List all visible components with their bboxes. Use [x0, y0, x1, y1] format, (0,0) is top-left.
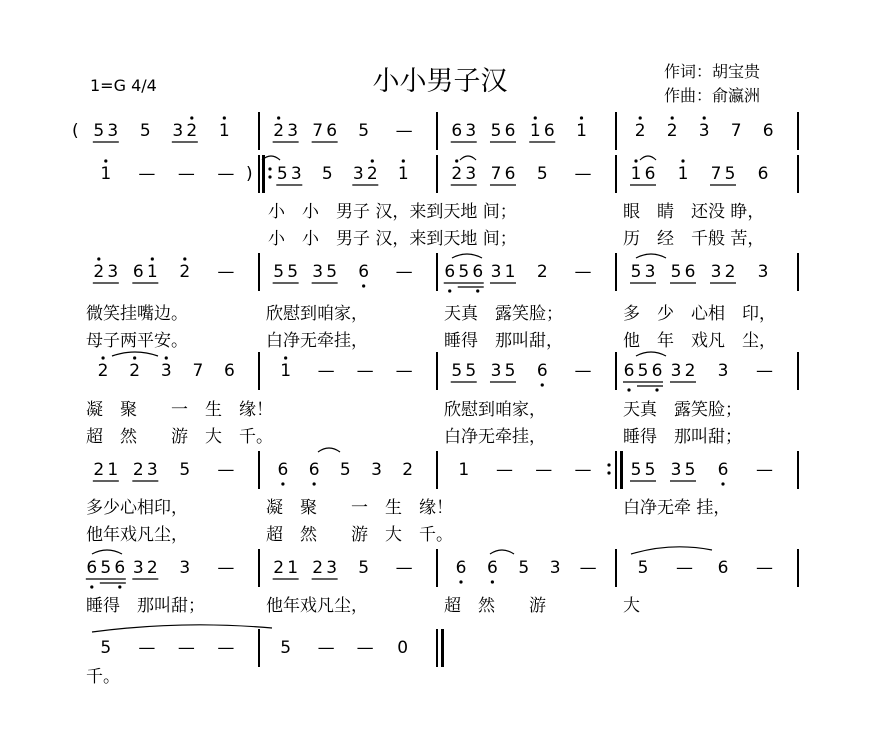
note-3: 3	[290, 164, 302, 184]
note-2: 2	[666, 121, 678, 141]
octave-low-dot	[90, 585, 93, 588]
note-1: 1	[576, 121, 587, 141]
sustain-dash: —	[756, 460, 773, 480]
lyric-line: 他 年 戏凡 尘，	[623, 331, 776, 351]
note-3: 3	[326, 558, 338, 578]
sustain-dash: —	[756, 361, 773, 381]
lyric-line: 他年戏凡尘，	[86, 525, 188, 545]
sustain-dash: —	[356, 638, 374, 658]
note-6: 6	[486, 558, 498, 578]
note-6: 6	[762, 121, 774, 141]
note-5: 5	[139, 121, 151, 141]
note-2: 2	[684, 361, 696, 381]
note-5: 5	[276, 164, 288, 184]
lyric-line: 天真 露笑脸；	[444, 304, 563, 324]
note-6: 6	[504, 121, 516, 141]
sustain-dash: —	[177, 164, 195, 184]
note-3: 3	[698, 121, 710, 141]
repeat-dot	[607, 471, 610, 474]
note-5: 5	[684, 460, 696, 480]
note-6: 6	[536, 361, 548, 381]
note-1: 1	[218, 121, 230, 141]
note-7: 7	[312, 121, 324, 141]
lyric-line: 天真 露笑脸；	[623, 400, 742, 420]
octave-high-dot	[97, 257, 100, 260]
note-6: 6	[644, 164, 656, 184]
sustain-dash: —	[395, 558, 413, 578]
note-1: 1	[630, 164, 642, 184]
note-5: 5	[326, 262, 338, 282]
octave-high-dot	[104, 159, 107, 162]
note-2: 2	[634, 121, 646, 141]
note-6: 6	[86, 558, 98, 578]
note-5: 5	[358, 121, 370, 141]
note-5: 5	[724, 164, 736, 184]
note-2: 2	[97, 361, 109, 381]
octave-high-dot	[223, 116, 226, 119]
opening-parenthesis: (	[72, 121, 79, 141]
sustain-dash: —	[317, 638, 335, 658]
note-5: 5	[100, 638, 112, 658]
note-6: 6	[451, 121, 463, 141]
note-6: 6	[543, 121, 555, 141]
lyric-line: 白净无牵 挂，	[623, 498, 731, 518]
note-3: 3	[179, 558, 191, 578]
note-1: 1	[529, 121, 541, 141]
lyric-line: 睡得 那叫甜；	[86, 596, 205, 616]
lyric-line: 微笑挂嘴边。	[86, 304, 188, 324]
closing-parenthesis: )	[246, 164, 253, 184]
note-3: 3	[670, 460, 682, 480]
sustain-dash: —	[356, 361, 374, 381]
note-2: 2	[132, 460, 144, 480]
note-3: 3	[312, 262, 324, 282]
octave-low-dot	[313, 482, 316, 485]
key-signature: 1=G 4/4	[90, 76, 157, 95]
note-7: 7	[490, 164, 502, 184]
note-5: 5	[630, 262, 642, 282]
lyric-line: 多 少 心相 印，	[623, 304, 776, 324]
octave-high-dot	[634, 159, 637, 162]
octave-high-dot	[190, 116, 193, 119]
octave-high-dot	[455, 159, 458, 162]
lyricist-credit: 作词：胡宝贵	[664, 62, 761, 81]
sustain-dash: —	[395, 262, 413, 282]
lyric-line: 超 然 游 大 千。	[266, 525, 453, 545]
lyric-line: 凝 聚 一 生 缘！	[266, 498, 453, 518]
note-1: 1	[677, 164, 689, 184]
note-3: 3	[670, 361, 682, 381]
note-2: 2	[146, 558, 158, 578]
note-3: 3	[644, 262, 656, 282]
octave-low-dot	[448, 289, 451, 292]
sustain-dash: —	[574, 460, 592, 480]
lyric-line: 千。	[86, 667, 120, 687]
note-6: 6	[717, 460, 729, 480]
note-6: 6	[455, 558, 467, 578]
note-2: 2	[451, 164, 463, 184]
note-5: 5	[490, 121, 502, 141]
note-1: 1	[458, 460, 470, 480]
slur	[636, 352, 666, 356]
note-6: 6	[757, 164, 769, 184]
note-5: 5	[358, 558, 370, 578]
note-5: 5	[287, 262, 299, 282]
note-3: 3	[107, 262, 119, 282]
octave-high-dot	[284, 356, 287, 359]
slur	[636, 254, 666, 258]
note-6: 6	[224, 361, 235, 381]
lyric-line: 多少心相印，	[86, 498, 188, 518]
note-1: 1	[280, 361, 292, 381]
tie	[631, 547, 712, 554]
note-2: 2	[273, 558, 285, 578]
octave-high-dot	[151, 257, 154, 260]
note-2: 2	[402, 460, 414, 480]
slur	[452, 254, 482, 258]
note-6: 6	[504, 164, 516, 184]
lyric-line: 白净无牵挂，	[266, 331, 368, 351]
note-6: 6	[717, 558, 729, 578]
note-2: 2	[179, 262, 191, 282]
note-5: 5	[339, 460, 351, 480]
lyric-line: 睡得 那叫甜；	[623, 427, 742, 447]
slur	[92, 550, 122, 554]
note-3: 3	[490, 262, 502, 282]
sustain-dash: —	[138, 638, 156, 658]
sustain-dash: —	[395, 361, 413, 381]
composer-credit: 作曲：俞瀛洲	[664, 86, 761, 105]
note-6: 6	[444, 262, 456, 282]
sustain-dash: —	[756, 558, 773, 578]
note-5: 5	[630, 460, 642, 480]
note-1: 1	[146, 262, 158, 282]
octave-high-dot	[402, 159, 405, 162]
repeat-dot	[268, 175, 271, 178]
octave-high-dot	[133, 356, 136, 359]
note-5: 5	[637, 558, 649, 578]
song-title: 小小男子汉	[372, 66, 508, 97]
sustain-dash: —	[217, 262, 235, 282]
note-5: 5	[504, 361, 516, 381]
note-2: 2	[312, 558, 324, 578]
octave-low-dot	[627, 388, 630, 391]
slur	[460, 156, 476, 160]
note-0: 0	[397, 638, 409, 658]
lyric-line: 母子两平安。	[86, 331, 188, 351]
lyric-line: 小 小 男子 汉，来到天地 间；	[268, 229, 517, 249]
octave-low-dot	[655, 388, 658, 391]
note-3: 3	[107, 121, 119, 141]
note-5: 5	[100, 558, 112, 578]
octave-high-dot	[639, 116, 642, 119]
octave-high-dot	[703, 116, 706, 119]
lyric-line: 眼 睛 还没 睁，	[623, 202, 765, 222]
sustain-dash: —	[495, 460, 513, 480]
lyric-line: 他年戏凡尘，	[266, 596, 368, 616]
note-3: 3	[465, 121, 477, 141]
note-6: 6	[277, 460, 289, 480]
lyric-line: 超 然 游	[444, 596, 546, 616]
note-2: 2	[724, 262, 736, 282]
note-2: 2	[366, 164, 378, 184]
octave-high-dot	[671, 116, 674, 119]
note-5: 5	[465, 361, 477, 381]
note-2: 2	[273, 121, 285, 141]
note-5: 5	[451, 361, 463, 381]
note-2: 2	[93, 262, 105, 282]
note-6: 6	[358, 262, 370, 282]
note-5: 5	[93, 121, 105, 141]
note-3: 3	[757, 262, 769, 282]
octave-low-dot	[721, 482, 724, 485]
note-3: 3	[371, 460, 382, 480]
sustain-dash: —	[535, 460, 553, 480]
note-5: 5	[273, 262, 285, 282]
lyric-line: 凝 聚 一 生 缘！	[86, 400, 273, 420]
note-6: 6	[623, 361, 635, 381]
note-7: 7	[192, 361, 204, 381]
sustain-dash: —	[574, 361, 592, 381]
note-6: 6	[684, 262, 696, 282]
sustain-dash: —	[217, 638, 235, 658]
octave-high-dot	[277, 116, 280, 119]
note-3: 3	[146, 460, 158, 480]
note-5: 5	[670, 262, 682, 282]
sustain-dash: —	[395, 121, 413, 141]
note-3: 3	[549, 558, 561, 578]
lyric-line: 白净无牵挂，	[444, 427, 546, 447]
sustain-dash: —	[317, 361, 335, 381]
note-5: 5	[280, 638, 292, 658]
repeat-dot	[607, 463, 610, 466]
note-5: 5	[321, 164, 333, 184]
note-2: 2	[129, 361, 141, 381]
octave-high-dot	[183, 257, 186, 260]
note-5: 5	[458, 262, 470, 282]
repeat-dot	[268, 167, 271, 170]
slur	[640, 156, 656, 160]
note-3: 3	[352, 164, 364, 184]
note-7: 7	[710, 164, 722, 184]
sustain-dash: —	[574, 164, 592, 184]
octave-high-dot	[371, 159, 374, 162]
sustain-dash: —	[574, 262, 592, 282]
note-6: 6	[132, 262, 144, 282]
note-3: 3	[710, 262, 722, 282]
note-5: 5	[518, 558, 530, 578]
octave-high-dot	[534, 116, 537, 119]
note-3: 3	[132, 558, 144, 578]
note-3: 3	[490, 361, 502, 381]
octave-low-dot	[459, 580, 462, 583]
sustain-dash: —	[676, 558, 693, 578]
note-3: 3	[160, 361, 172, 381]
note-3: 3	[287, 121, 299, 141]
lyric-line: 大	[623, 596, 640, 616]
note-6: 6	[114, 558, 126, 578]
sustain-dash: —	[579, 558, 597, 578]
octave-high-dot	[580, 116, 583, 119]
slur	[490, 550, 514, 554]
octave-low-dot	[118, 585, 121, 588]
note-6: 6	[308, 460, 320, 480]
lyric-line: 超 然 游 大 千。	[86, 427, 273, 447]
note-3: 3	[172, 121, 184, 141]
note-3: 3	[717, 361, 729, 381]
lyric-line: 历 经 千般 苦，	[623, 229, 765, 249]
lyric-line: 欣慰到咱家，	[444, 400, 546, 420]
octave-high-dot	[101, 356, 104, 359]
octave-low-dot	[541, 383, 544, 386]
octave-low-dot	[281, 482, 284, 485]
note-5: 5	[644, 460, 656, 480]
sustain-dash: —	[217, 460, 235, 480]
slur	[112, 352, 158, 356]
sustain-dash: —	[217, 164, 235, 184]
note-1: 1	[287, 558, 299, 578]
slur	[318, 448, 340, 452]
lyric-line: 小 小 男子 汉，来到天地 间；	[268, 202, 517, 222]
note-5: 5	[637, 361, 649, 381]
note-1: 1	[504, 262, 516, 282]
sustain-dash: —	[138, 164, 156, 184]
octave-low-dot	[491, 580, 494, 583]
lyric-line: 睡得 那叫甜，	[444, 331, 563, 351]
sustain-dash: —	[177, 638, 195, 658]
note-1: 1	[107, 460, 119, 480]
lyric-line: 欣慰到咱家，	[266, 304, 368, 324]
tie	[92, 625, 272, 632]
note-5: 5	[179, 460, 191, 480]
note-6: 6	[651, 361, 663, 381]
octave-low-dot	[362, 284, 365, 287]
sustain-dash: —	[217, 558, 235, 578]
note-1: 1	[397, 164, 409, 184]
note-6: 6	[472, 262, 484, 282]
octave-high-dot	[165, 356, 168, 359]
note-6: 6	[326, 121, 338, 141]
note-2: 2	[536, 262, 548, 282]
note-7: 7	[730, 121, 742, 141]
note-3: 3	[465, 164, 477, 184]
note-1: 1	[100, 164, 112, 184]
octave-high-dot	[681, 159, 684, 162]
note-2: 2	[93, 460, 105, 480]
note-5: 5	[536, 164, 548, 184]
octave-low-dot	[476, 289, 479, 292]
slur	[262, 156, 280, 160]
note-2: 2	[186, 121, 198, 141]
